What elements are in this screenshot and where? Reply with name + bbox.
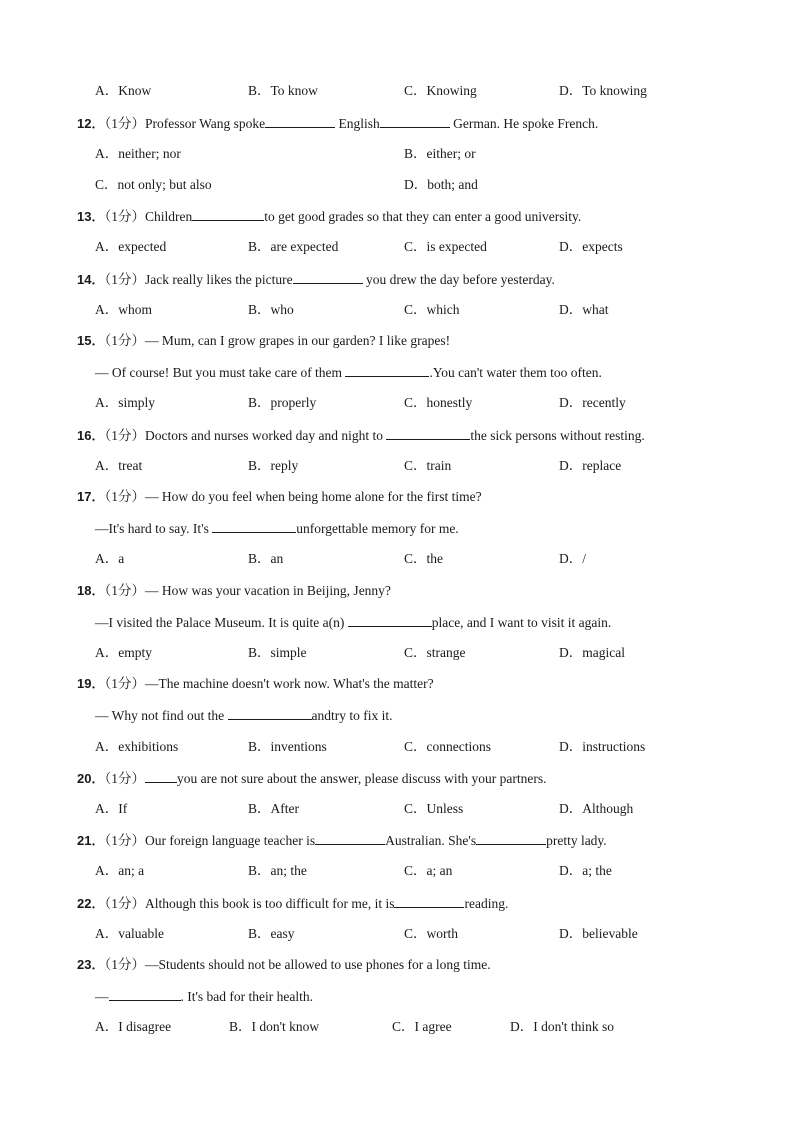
option-a[interactable]: A．neither; nor [95,146,181,161]
question-number: 23． [77,957,105,972]
answer-blank[interactable] [386,425,470,440]
option-b[interactable]: B．simple [248,645,307,660]
option-d[interactable]: D．To knowing [559,83,647,98]
question-18-stem [77,581,794,601]
option-a[interactable]: A．a [95,551,125,566]
question-20-stem [77,768,794,788]
option-d[interactable]: D．recently [559,395,626,410]
stem-text: Doctors and nurses worked day and night to [144,428,387,443]
stem-text: reading. [464,896,509,911]
option-b[interactable]: B．either; or [404,146,476,161]
score-label: （1分） [104,116,145,131]
stem-text: — How was your vacation in Beijing, Jenny? [144,583,391,598]
question-number: 17． [77,489,105,504]
score-label: （1分） [104,333,145,348]
option-b[interactable]: B．an [248,551,284,566]
score-label: （1分） [104,957,145,972]
stem-text: —It's hard to say. It's [95,521,213,536]
stem-text: —The machine doesn't work now. What's the matter? [144,676,434,691]
option-d[interactable]: D．/ [559,551,586,566]
stem-text: —Students should not be allowed to use phones for a long time. [144,957,491,972]
option-d[interactable]: D．what [559,302,609,317]
option-a[interactable]: A．exhibitions [95,739,179,754]
option-b[interactable]: B．easy [248,926,295,941]
stem-text: to get good grades so that they can enter a good university. [264,209,582,224]
answer-blank[interactable] [293,269,363,284]
score-label: （1分） [104,272,145,287]
option-c[interactable]: C．I agree [392,1019,452,1034]
score-label: （1分） [104,833,145,848]
question-19-dialogue [95,705,794,725]
stem-text: Children [144,209,193,224]
stem-text: — Mum, can I grow grapes in our garden? I like grapes! [144,333,451,348]
stem-text: English [335,116,380,131]
answer-blank[interactable] [228,705,312,720]
option-b[interactable]: B．inventions [248,739,327,754]
score-label: （1分） [104,209,145,224]
option-a[interactable]: A．an; a [95,863,145,878]
q11-options [0,81,794,101]
option-a[interactable]: A．Know [95,83,152,98]
option-a[interactable]: A．treat [95,458,143,473]
stem-text: Our foreign language teacher is [144,833,316,848]
q20-options [0,799,794,819]
option-d[interactable]: D．instructions [559,739,646,754]
option-c[interactable]: C．Knowing [404,83,477,98]
option-a[interactable]: A．I disagree [95,1019,172,1034]
question-14-stem [77,269,794,289]
q12-options-row1 [0,144,794,164]
q14-options [0,300,794,320]
answer-blank[interactable] [345,362,429,377]
option-d[interactable]: D．a; the [559,863,612,878]
option-c[interactable]: C．a; an [404,863,453,878]
question-number: 12． [77,116,105,131]
option-d[interactable]: D．expects [559,239,623,254]
q22-options [0,924,794,944]
option-a[interactable]: A．valuable [95,926,164,941]
answer-blank[interactable] [212,518,296,533]
question-13-stem [77,206,794,226]
question-12-stem [77,113,794,133]
answer-blank[interactable] [109,986,181,1001]
question-number: 15． [77,333,105,348]
option-c[interactable]: C．Unless [404,801,464,816]
stem-text: pretty lady. [546,833,607,848]
question-17-stem [77,487,794,507]
question-17-dialogue [95,518,794,538]
answer-blank[interactable] [315,830,385,845]
stem-text: — How do you feel when being home alone for the first time? [144,489,482,504]
stem-text: —I visited the Palace Museum. It is quite a(n) [95,615,348,630]
stem-text: andtry to fix it. [311,708,393,723]
answer-blank[interactable] [394,893,464,908]
q19-options [0,737,794,757]
option-a[interactable]: A．whom [95,302,152,317]
question-18-dialogue [95,612,794,632]
question-number: 22． [77,896,105,911]
answer-blank[interactable] [265,113,335,128]
score-label: （1分） [104,489,145,504]
option-d[interactable]: D．replace [559,458,622,473]
option-c[interactable]: C．not only; but also [95,177,212,192]
answer-blank[interactable] [380,113,450,128]
question-number: 18． [77,583,105,598]
stem-text: .You can't water them too often. [429,365,602,380]
option-b[interactable]: B．are expected [248,239,339,254]
question-21-stem [77,830,794,850]
stem-text: you are not sure about the answer, please discuss with your partners. [176,771,547,786]
stem-text: Although this book is too difficult for me, it is [144,896,395,911]
q21-options [0,861,794,881]
option-c[interactable]: C．the [404,551,443,566]
option-b[interactable]: B．I don't know [229,1019,320,1034]
answer-blank[interactable] [476,830,546,845]
q15-options [0,393,794,413]
option-b[interactable]: B．After [248,801,299,816]
q12-options-row2 [0,175,794,195]
question-19-stem [77,674,794,694]
option-d[interactable]: D．Although [559,801,634,816]
stem-text: German. He spoke French. [449,116,599,131]
option-c[interactable]: C．which [404,302,460,317]
question-15-dialogue [95,362,794,382]
question-22-stem [77,893,794,913]
q17-options [0,549,794,569]
stem-text: . It's bad for their health. [180,989,314,1004]
option-d[interactable]: D．I don't think so [510,1019,615,1034]
option-d[interactable]: D．both; and [404,177,478,192]
stem-text: Professor Wang spoke [144,116,266,131]
answer-blank[interactable] [145,768,177,783]
option-c[interactable]: C．strange [404,645,466,660]
option-b[interactable]: B．who [248,302,294,317]
stem-text: — Of course! But you must take care of them [95,365,346,380]
question-number: 21． [77,833,105,848]
question-number: 13． [77,209,105,224]
q16-options [0,456,794,476]
stem-text: you drew the day before yesterday. [362,272,555,287]
stem-text: the sick persons without resting. [470,428,645,443]
question-number: 14． [77,272,105,287]
option-c[interactable]: C．honestly [404,395,473,410]
answer-blank[interactable] [348,612,432,627]
option-d[interactable]: D．magical [559,645,625,660]
option-b[interactable]: B．reply [248,458,299,473]
option-b[interactable]: B．properly [248,395,317,410]
answer-blank[interactable] [192,206,264,221]
question-number: 20． [77,771,105,786]
score-label: （1分） [104,771,145,786]
score-label: （1分） [104,676,145,691]
option-a[interactable]: A．If [95,801,128,816]
stem-text: — [95,989,109,1004]
score-label: （1分） [104,583,145,598]
option-b[interactable]: B．an; the [248,863,307,878]
stem-text: place, and I want to visit it again. [431,615,612,630]
q23-options [0,1017,794,1037]
q13-options [0,237,794,257]
stem-text: unforgettable memory for me. [296,521,459,536]
option-d[interactable]: D．believable [559,926,638,941]
option-c[interactable]: C．train [404,458,452,473]
stem-text: — Why not find out the [95,708,228,723]
question-23-stem [77,955,794,975]
option-c[interactable]: C．is expected [404,239,487,254]
q18-options [0,643,794,663]
stem-text: Australian. She's [385,833,477,848]
question-number: 19． [77,676,105,691]
score-label: （1分） [104,896,145,911]
question-16-stem [77,425,794,445]
option-c[interactable]: C．worth [404,926,458,941]
option-c[interactable]: C．connections [404,739,491,754]
stem-text: Jack really likes the picture [144,272,293,287]
option-b[interactable]: B．To know [248,83,318,98]
option-a[interactable]: A．expected [95,239,167,254]
option-a[interactable]: A．simply [95,395,156,410]
score-label: （1分） [104,428,145,443]
question-15-stem [77,331,794,351]
question-number: 16． [77,428,105,443]
option-a[interactable]: A．empty [95,645,152,660]
question-23-dialogue [95,986,794,1006]
